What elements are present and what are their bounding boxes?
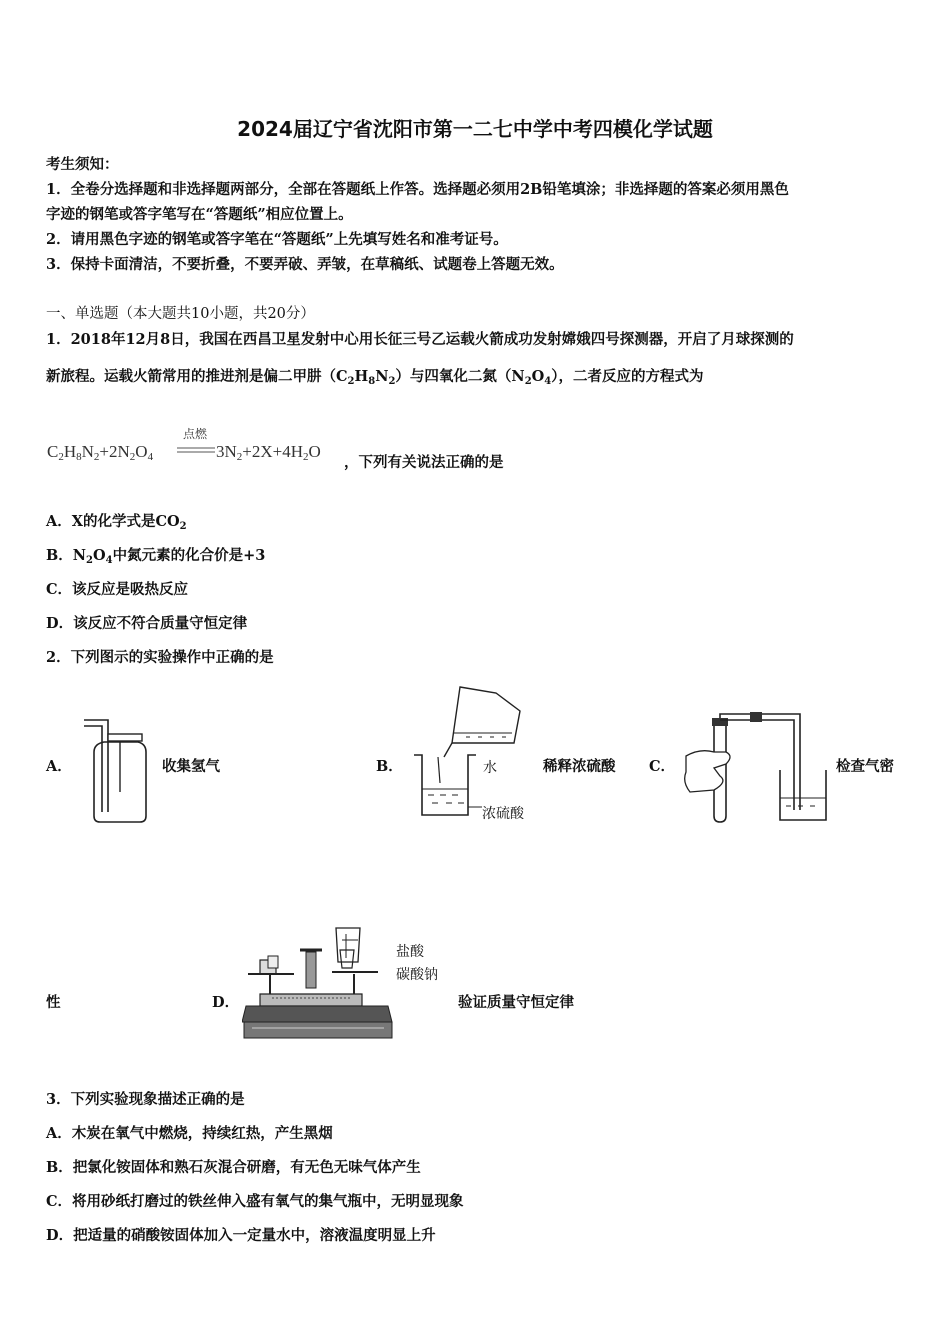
q2-option-b-acid-label: 浓硫酸 xyxy=(482,806,524,822)
q1-stem-tail: ，下列有关说法正确的是 xyxy=(344,454,504,471)
q1-stem-line2: 新旅程。运载火箭常用的推进剂是偏二甲肼$(C_2H_8N_2)$与四氧化二氮$(N_2O_4)$，二者反应的方程式为 xyxy=(46,368,704,387)
dilute-acid-diagram xyxy=(408,683,533,823)
q1-stem-line1: 1．2018年12月8日，我国在西昌卫星发射中心用长征三号乙运载火箭成功发射嫦娥四号探测器，开启了月球探测的 xyxy=(46,331,794,348)
gas-collecting-bottle-diagram xyxy=(80,712,150,824)
q2-option-c-text-cont: 性 xyxy=(46,994,61,1011)
notice-item-1: 1．全卷分选择题和非选择题两部分，全部在答题纸上作答。选择题必须用2B铅笔填涂；非选择题的答案必须用黑色 xyxy=(46,181,789,198)
q2-option-b-letter: B． xyxy=(376,758,403,775)
q2-option-b-water-label: 水 xyxy=(483,760,497,776)
q1-option-d: D．该反应不符合质量守恒定律 xyxy=(46,615,248,632)
page-title: 2024届辽宁省沈阳市第一二七中学中考四模化学试题 xyxy=(237,117,713,141)
q1-option-c: C．该反应是吸热反应 xyxy=(46,581,189,598)
q3-option-b: B．把氯化铵固体和熟石灰混合研磨，有无色无味气体产生 xyxy=(46,1159,421,1176)
q2-option-c-text: 检查气密 xyxy=(836,758,894,775)
q3-option-d: D．把适量的硝酸铵固体加入一定量水中，溶液温度明显上升 xyxy=(46,1227,436,1244)
notice-heading: 考生须知： xyxy=(46,156,119,173)
notice-item-1-cont: 字迹的钢笔或答字笔写在“答题纸”相应位置上。 xyxy=(46,206,353,223)
q1-equation-right: $3N_2+2X+4H_2O$ xyxy=(216,442,321,463)
notice-item-3: 3．保持卡面清洁，不要折叠，不要弄破、弄皱，在草稿纸、试题卷上答题无效。 xyxy=(46,256,564,273)
q2-option-d-text: 验证质量守恒定律 xyxy=(458,994,574,1011)
q2-option-a-text: 收集氢气 xyxy=(162,758,220,775)
q2-stem: 2．下列图示的实验操作中正确的是 xyxy=(46,649,274,666)
equals-sign-icon xyxy=(176,446,216,456)
q2-option-a-letter: A． xyxy=(46,758,72,775)
q1-option-b: B．$N_2O_4$中氮元素的化合价是+3 xyxy=(46,547,266,566)
q1-equation-condition: 点燃 xyxy=(182,427,207,441)
q2-option-d-na2co3-label: 碳酸钠 xyxy=(396,967,438,983)
balance-scale-diagram xyxy=(242,922,402,1044)
section-heading: 一、单选题（本大题共10小题，共20分） xyxy=(46,306,315,322)
q1-equation-left: $C_2H_8N_2+2N_2O_4$ xyxy=(47,442,154,463)
notice-item-2: 2．请用黑色字迹的钢笔或答字笔在“答题纸”上先填写姓名和准考证号。 xyxy=(46,231,508,248)
q2-option-c-letter: C． xyxy=(649,758,676,775)
q3-option-a: A．木炭在氧气中燃烧，持续红热，产生黑烟 xyxy=(46,1125,333,1142)
q3-option-c: C．将用砂纸打磨过的铁丝伸入盛有氧气的集气瓶中，无明显现象 xyxy=(46,1193,464,1210)
q2-option-d-letter: D． xyxy=(212,994,240,1011)
airtightness-check-diagram xyxy=(680,712,830,824)
q2-option-b-text: 稀释浓硫酸 xyxy=(543,758,616,775)
q3-stem: 3．下列实验现象描述正确的是 xyxy=(46,1091,245,1108)
q2-option-d-hcl-label: 盐酸 xyxy=(396,944,424,960)
q1-option-a: A．X的化学式是$CO_2$ xyxy=(46,513,187,532)
